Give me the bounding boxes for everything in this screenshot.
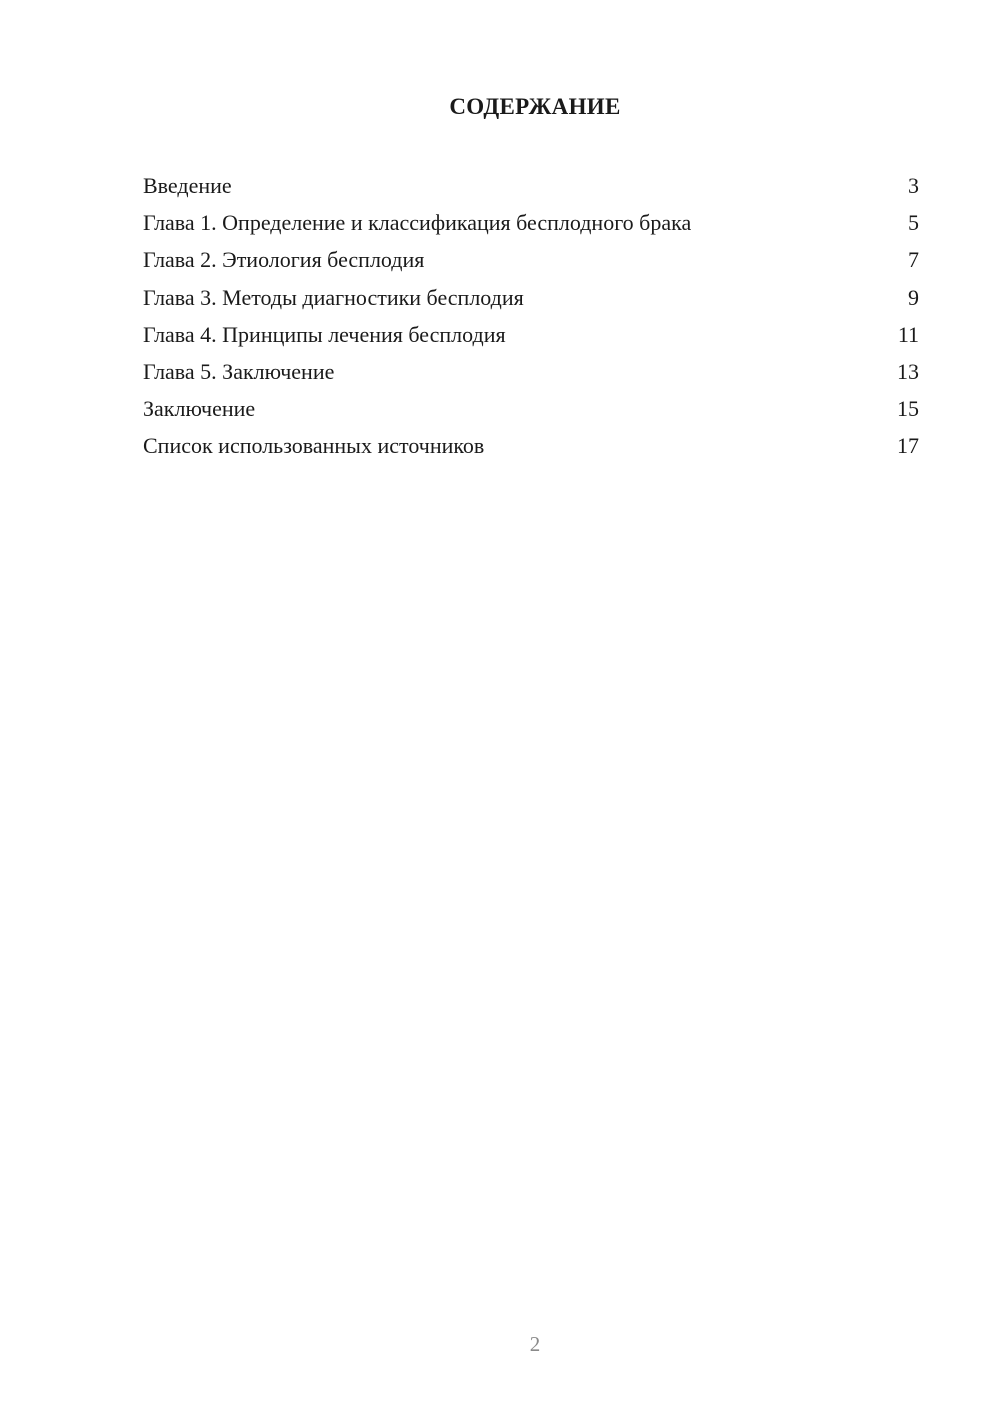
toc-entry	[143, 316, 919, 353]
toc-entry-page: 3	[908, 173, 919, 198]
toc-entry-title: Глава 2. Этиология бесплодия	[143, 247, 425, 273]
page-number: 2	[529, 1332, 541, 1356]
toc-entry-page: 13	[897, 358, 919, 384]
page-title: СОДЕРЖАНИЕ	[449, 94, 621, 119]
toc-entry-page: 17	[897, 433, 919, 459]
toc-entry-title: Глава 3. Методы диагностики бесплодия	[143, 284, 524, 310]
toc-entry-page: 9	[908, 284, 919, 310]
toc-entry-page: 7	[908, 247, 919, 273]
toc-entry	[143, 427, 919, 464]
toc-entry-title: Глава 1. Определение и классификация бесплодного брака	[143, 210, 692, 236]
toc-entry-page: 11	[897, 321, 919, 347]
toc-entry	[143, 279, 919, 316]
toc-entry-title: Введение	[143, 173, 232, 198]
toc-entry	[143, 390, 919, 427]
toc-entry	[143, 204, 919, 241]
toc-entry-title: Глава 5. Заключение	[143, 358, 335, 384]
toc-entry-title: Заключение	[143, 396, 256, 422]
toc-entry	[143, 241, 919, 278]
toc-entry-title: Глава 4. Принципы лечения бесплодия	[143, 321, 506, 347]
toc-entry-title: Список использованных источников	[143, 433, 485, 459]
toc-entry-page: 15	[897, 396, 919, 422]
toc-entry-page: 5	[908, 210, 919, 236]
toc-entry	[143, 353, 919, 390]
toc-entry	[143, 167, 919, 204]
table-of-contents	[143, 167, 919, 465]
